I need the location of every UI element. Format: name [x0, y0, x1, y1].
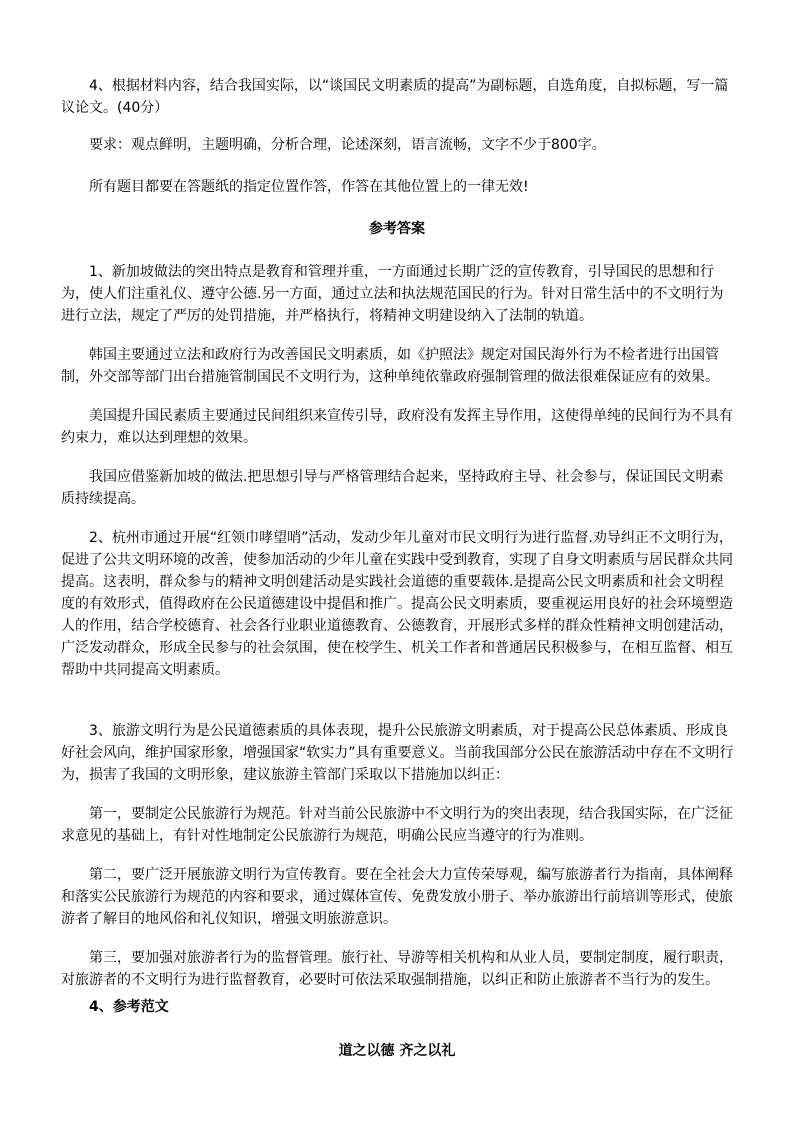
answer-3-intro: 3、旅游文明行为是公民道德素质的具体表现，提升公民旅游文明素质，对于提高公民总体素质、形成良好社会风向，维护国家形象，增强国家“软实力”具有重要意义。当前我国部分公民在旅游活动中存在不文明行为，损害了我国的文明形象，建议旅游主管部门采取以下措施加以纠正： [61, 723, 734, 783]
answer-2-paragraph: 2、杭州市通过开展“红领巾哮望哨”活动，发动少年儿童对市民文明行为进行监督.劝导纠正不文明行为，促进了公共文明环境的改善，使参加活动的少年儿童在实践中受到教育，实现了自身文明素质与居民群众共同提高。这表明，群众参与的精神文明创建活动是实践社会道德的重要载体.是提高公民文明素质和社会文明程度的有效形式，值得政府在公民道德建设中提倡和推广。提高公民文明素质，要重视运用良好的社会环境塑造人的作用，结合学校德育、社会各行业职业道德教育、公德教育，开展形式多样的群众性精神文明创建活动，广泛发动群众，形成全民参与的社会氛围，使在校学生、机关工作者和普通居民积极参与，在相互监督、相互帮助中共同提高文明素质。 [61, 530, 733, 678]
answer-3-third: 第三，要加强对旅游者行为的监督管理。旅行社、导游等相关机构和从业人员，要制定制度，履行职责，对旅游者的不文明行为进行监督教育，必要时可依法采取强制措施，以纠正和防止旅游者不当行为的发生。 [61, 950, 733, 988]
answer-3-second: 第二，要广泛开展旅游文明行为宣传教育。要在全社会大力宣传荣辱观，编写旅游者行为指南，具体阐释和落实公民旅游行为规范的内容和要求，通过媒体宣传、免费发放小册子、举办旅游出行前培训等形式，使旅游者了解目的地风俗和礼仪知识，增强文明旅游意识。 [61, 867, 733, 927]
answer-1-paragraph-4: 我国应借鉴新加坡的做法.把思想引导与严格管理结合起来，坚持政府主导、社会参与，保证国民文明素质持续提高。 [61, 469, 724, 507]
requirement-text: 要求：观点鲜明，主题明确，分析合理，论述深刻，语言流畅，文字不少于800字。 [89, 137, 606, 153]
answer-4-heading: 4、参考范文 [89, 999, 169, 1015]
answer-1-paragraph-3: 美国提升国民素质主要通过民间组织来宣传引导，政府没有发挥主导作用，这使得单纯的民间行为不具有约束力，难以达到理想的效果。 [61, 408, 733, 446]
answers-heading: 参考答案 [369, 221, 425, 237]
notice-text: 所有题目都要在答题纸的指定位置作答，作答在其他位置上的一律无效! [89, 179, 529, 195]
answer-3-first: 第一，要制定公民旅游行为规范。针对当前公民旅游中不文明行为的突出表现，结合我国实际，在广泛征求意见的基础上，有针对性地制定公民旅游行为规范，明确公民应当遵守的行为准则。 [61, 806, 733, 844]
essay-title: 道之以德 齐之以礼 [338, 1043, 456, 1059]
question-4-text: 4、根据材料内容，结合我国实际，以“谈国民文明素质的提高”为副标题，自选角度，自拟标题，写一篇议论文。(40分） [61, 78, 729, 116]
answer-1-paragraph-2: 韩国主要通过立法和政府行为改善国民文明素质，如《护照法》规定对国民海外行为不检者进行出国管制，外交部等部门出台措施管制国民不文明行为，这种单纯依靠政府强制管理的做法很难保证应有的效果。 [61, 347, 719, 385]
answer-1-paragraph-1: 1、新加坡做法的突出特点是教育和管理并重，一方面通过长期广泛的宣传教育，引导国民的思想和行为，使人们注重礼仪、遵守公德.另一方面，通过立法和执法规范国民的行为。针对日常生活中的不文明行为进行立法，规定了严厉的处罚措施，并严格执行，将精神文明建设纳入了法制的轨道。 [61, 264, 724, 324]
